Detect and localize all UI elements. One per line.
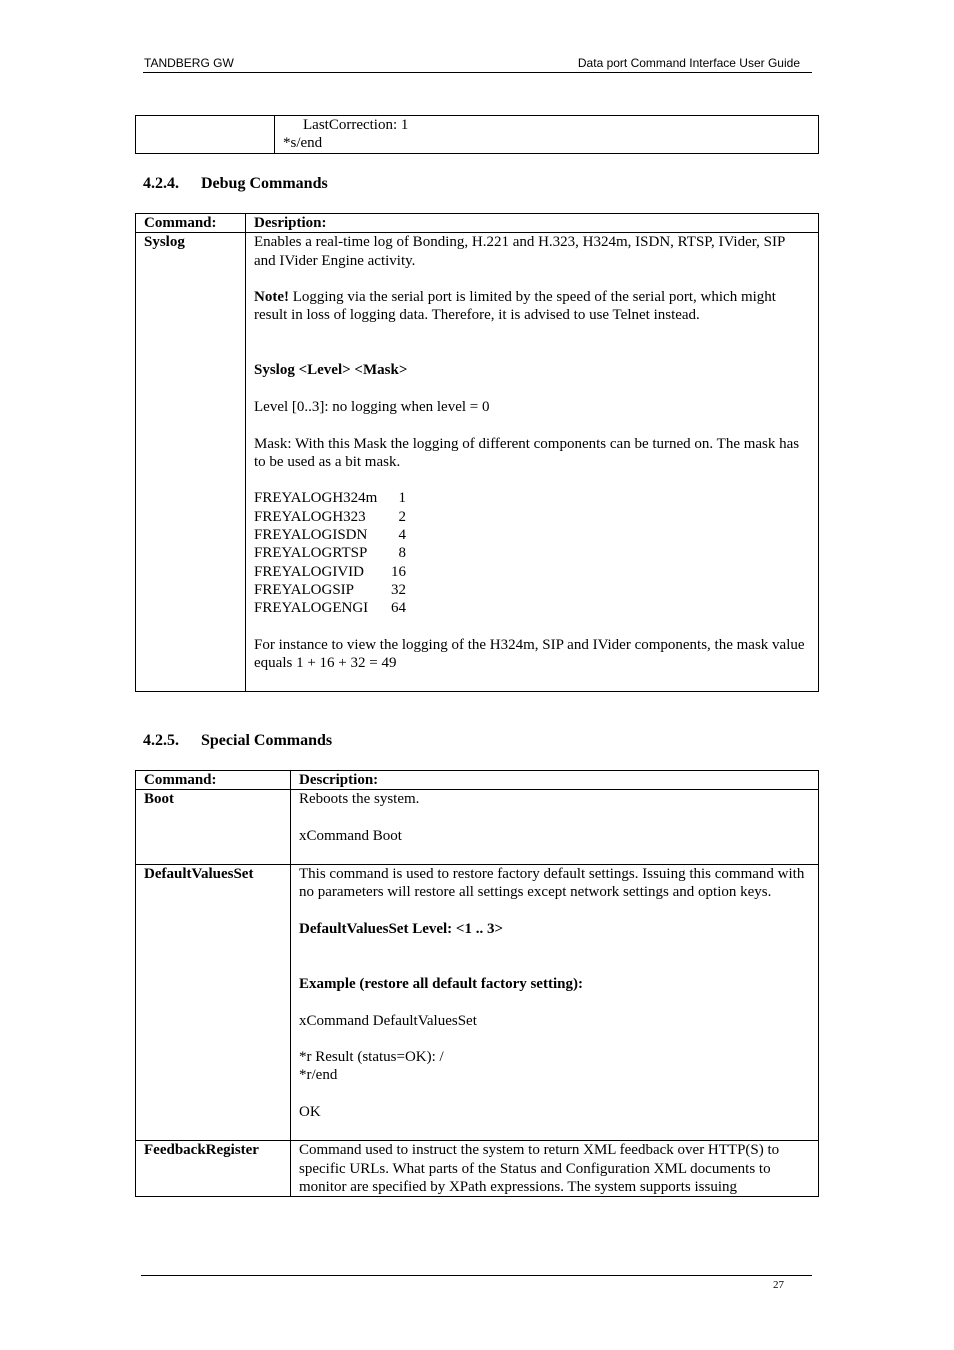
command-description: [291, 790, 819, 865]
command-description: [291, 865, 819, 1141]
mask-value-row: FREYALOGRTSP 8: [254, 545, 406, 562]
special-commands-table: [135, 770, 819, 1197]
col-header-command: Command:: [136, 771, 291, 790]
result-end: *r/end: [299, 1067, 338, 1084]
col-header-command: Command:: [136, 214, 246, 233]
section-title: Debug Commands: [201, 175, 328, 192]
boot-command: xCommand Boot: [299, 827, 402, 844]
table-row: [136, 1141, 819, 1197]
defaults-result: [299, 1048, 810, 1085]
mask-value-row: FREYALOGSIP 32: [254, 581, 406, 598]
defaults-ok: OK: [299, 1104, 321, 1121]
table-header-row: [136, 771, 819, 790]
note-label: Note!: [254, 289, 289, 306]
empty-cell: [136, 116, 275, 154]
note-text: Logging via the serial port is limited by the speed of the serial port, which might result in loss of logging data. Therefore, it is advised to use Telnet instead.: [254, 289, 776, 324]
mask-value-row: FREYALOGH324m 1: [254, 490, 406, 507]
section-title: Special Commands: [201, 732, 333, 749]
command-name: Syslog: [136, 233, 246, 692]
footer-rule: [141, 1275, 812, 1276]
mask-values: [254, 489, 810, 617]
table-header-row: [136, 214, 819, 233]
table-row: [136, 865, 819, 1141]
debug-commands-table: [135, 213, 819, 692]
syslog-syntax: Syslog <Level> <Mask>: [254, 362, 408, 379]
syslog-note: [254, 288, 810, 325]
header-doc-title: Data port Command Interface User Guide: [577, 56, 800, 70]
syslog-description: Enables a real-time log of Bonding, H.221 and H.323, H324m, ISDN, RTSP, IVider, SIP and IVider Engine activity.: [254, 234, 785, 269]
table-row: [136, 233, 819, 692]
mask-value-row: FREYALOGH323 2: [254, 508, 406, 525]
continued-cell: [275, 116, 819, 154]
section-heading-special: [143, 732, 332, 750]
mask-value-row: FREYALOGENGI 64: [254, 600, 406, 617]
section-heading-debug: [143, 175, 328, 193]
page-header: [143, 55, 812, 73]
syslog-example: For instance to view the logging of the H324m, SIP and IVider components, the mask value equals 1 + 16 + 32 = 49: [254, 636, 805, 672]
table-row: [136, 116, 819, 154]
command-description: [246, 233, 819, 692]
syslog-mask: Mask: With this Mask the logging of different components can be turned on. The mask has to be used as a bit mask.: [254, 435, 800, 470]
col-header-description: Desription:: [246, 214, 819, 233]
defaults-description: This command is used to restore factory default settings. Issuing this command with no parameters will restore all settings except network settings and option keys.: [299, 866, 805, 901]
command-description: [291, 1141, 819, 1197]
table-row: [136, 790, 819, 865]
syslog-level: Level [0..3]: no logging when level = 0: [254, 398, 490, 415]
result-line: *r Result (status=OK): /: [299, 1049, 444, 1066]
command-name: FeedbackRegister: [136, 1141, 291, 1197]
command-name: Boot: [136, 790, 291, 865]
boot-description: Reboots the system.: [299, 791, 420, 808]
defaults-example-label: Example (restore all default factory setting):: [299, 975, 583, 992]
continued-table: [135, 115, 819, 154]
continued-line: LastCorrection: 1: [303, 117, 409, 133]
mask-value-row: FREYALOGIVID 16: [254, 563, 406, 580]
section-number: 4.2.5.: [143, 732, 179, 749]
defaults-command: xCommand DefaultValuesSet: [299, 1012, 477, 1029]
mask-value-row: FREYALOGISDN 4: [254, 527, 406, 544]
page-number: 27: [773, 1279, 784, 1291]
section-number: 4.2.4.: [143, 175, 179, 192]
feedback-description: Command used to instruct the system to return XML feedback over HTTP(S) to specific URLs. What parts of the Status and Configuration XML documents to monitor are specified by XPath expressions. The system supports issuing: [299, 1142, 780, 1195]
defaults-syntax: DefaultValuesSet Level: <1 .. 3>: [299, 921, 504, 938]
header-company: TANDBERG GW: [144, 56, 234, 70]
continued-end: *s/end: [283, 135, 323, 152]
col-header-description: Description:: [291, 771, 819, 790]
command-name: DefaultValuesSet: [136, 865, 291, 1141]
